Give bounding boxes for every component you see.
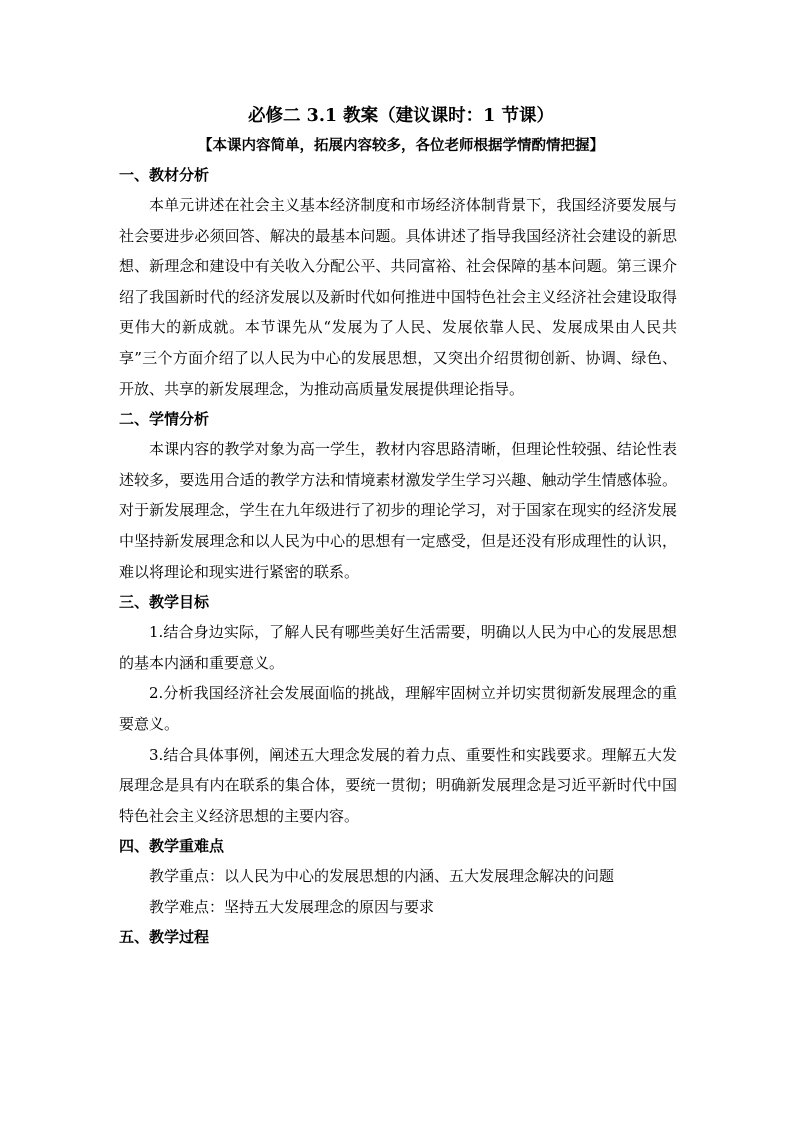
section-teaching-objectives [119, 587, 677, 831]
document-title: 必修二 3.1 教案（建议课时：1 节课） [248, 106, 554, 126]
section-textbook-analysis [119, 160, 677, 404]
objective-item: 3.结合具体事例，阐述五大理念发展的着力点、重要性和实践要求。理解五大发展理念是具有内在联系的集合体，要统一贯彻；明确新发展理念是习近平新时代中国特色社会主义经济思想的主要内容。 [119, 745, 677, 825]
document-note: 【本课内容简单，拓展内容较多，各位老师根据学情酌情把握】 [198, 137, 604, 154]
difficult-point-line: 教学难点：坚持五大发展理念的原因与要求 [149, 897, 435, 916]
key-point-line: 教学重点：以人民为中心的发展思想的内涵、五大发展理念解决的问题 [149, 867, 615, 886]
section-student-analysis [119, 404, 677, 587]
paragraph: 本课内容的教学对象为高一学生，教材内容思路清晰，但理论性较强、结论性表述较多，要选用合适的教学方法和情境素材激发学生学习兴趣、触动学生情感体验。对于新发展理念，学生在九年级进行了初步的理论学习，对于国家在现实的经济发展中坚持新发展理念和以人民为中心的思想有一定感受，但是还没有形成理性的认识，难以将理论和现实进行紧密的联系。 [119, 440, 677, 581]
section-heading: 四、教学重难点 [119, 837, 225, 856]
section-heading: 五、教学过程 [119, 928, 210, 947]
paragraph: 本单元讲述在社会主义基本经济制度和市场经济体制背景下，我国经济要发展与社会要进步必须回答、解决的最基本问题。具体讲述了指导我国经济社会建设的新思想、新理念和建设中有关收入分配公平、共同富裕、社会保障的基本问题。第三课介绍了我国新时代的经济发展以及新时代如何推进中国特色社会主义经济社会建设取得更伟大的新成就。本节课先从“发展为了人民、发展依靠人民、发展成果由人民共享”三个方面介绍了以人民为中心的发展思想，又突出介绍贯彻创新、协调、绿色、开放、共享的新发展理念，为推动高质量发展提供理论指导。 [119, 196, 677, 398]
section-heading: 二、学情分析 [119, 410, 210, 429]
objective-item: 2.分析我国经济社会发展面临的挑战，理解牢固树立并切实贯彻新发展理念的重要意义。 [119, 684, 677, 733]
objective-item: 1.结合身边实际，了解人民有哪些美好生活需要，明确以人民为中心的发展思想的基本内涵和重要意义。 [119, 623, 677, 672]
section-heading: 三、教学目标 [119, 593, 210, 612]
section-heading: 一、教材分析 [119, 166, 210, 184]
section-key-difficult-points [119, 831, 677, 922]
document-page [119, 100, 677, 952]
section-teaching-process [119, 922, 677, 952]
